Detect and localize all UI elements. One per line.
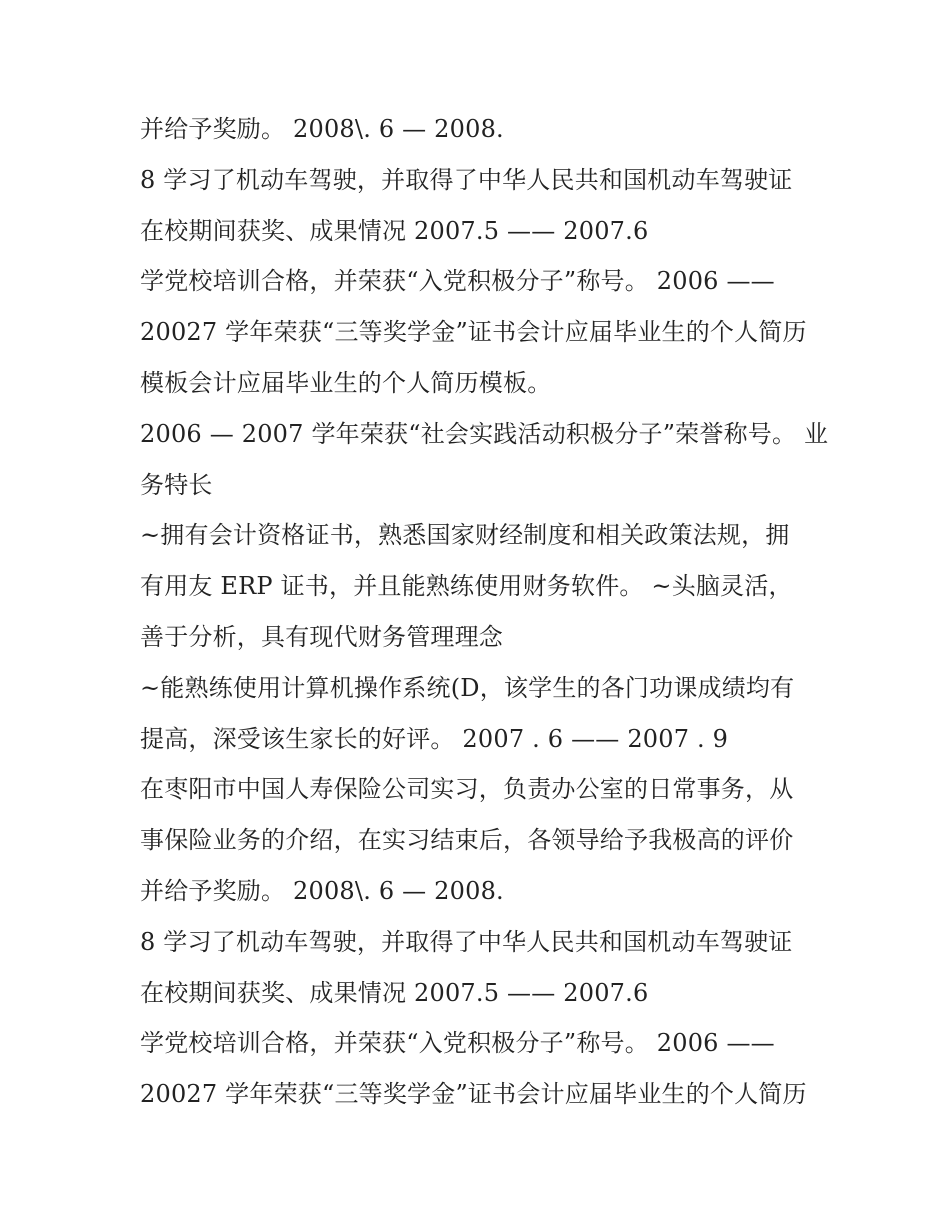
text-line: 提高，深受该生家长的好评。 2007 . 6 —— 2007 . 9: [140, 724, 729, 753]
text-line: 8 学习了机动车驾驶，并取得了中华人民共和国机动车驾驶证: [140, 165, 793, 194]
text-line: 学党校培训合格，并荣获“入党积极分子”称号。 2006 ——: [140, 267, 775, 296]
document-body: [140, 104, 830, 1120]
text-line: ~能熟练使用计算机操作系统(D，该学生的各门功课成绩均有: [140, 673, 795, 702]
text-line: 20027 学年荣获“三等奖学金”证书会计应届毕业生的个人简历: [140, 318, 807, 347]
text-line: 有用友 ERP 证书，并且能熟练使用财务软件。 ~头脑灵活，: [140, 572, 793, 601]
text-line: 学党校培训合格，并荣获“入党积极分子”称号。 2006 ——: [140, 1029, 775, 1058]
text-line: 务特长: [140, 470, 213, 499]
text-line: 事保险业务的介绍，在实习结束后，各领导给予我极高的评价: [140, 826, 794, 855]
text-line: 模板会计应届毕业生的个人简历模板。: [140, 368, 552, 397]
text-line: 8 学习了机动车驾驶，并取得了中华人民共和国机动车驾驶证: [140, 927, 793, 956]
text-line: 在枣阳市中国人寿保险公司实习，负责办公室的日常事务，从: [140, 775, 794, 804]
text-line: 并给予奖励。 2008\. 6 — 2008.: [140, 115, 504, 143]
text-line: 善于分析，具有现代财务管理理念: [140, 622, 503, 651]
text-line: 20027 学年荣获“三等奖学金”证书会计应届毕业生的个人简历: [140, 1080, 807, 1109]
text-line: 2006 — 2007 学年荣获“社会实践活动积极分子”荣誉称号。 业: [140, 419, 829, 448]
text-line: 并给予奖励。 2008\. 6 — 2008.: [140, 876, 504, 905]
text-line: ~拥有会计资格证书，熟悉国家财经制度和相关政策法规，拥: [140, 521, 790, 550]
text-line: 在校期间获奖、成果情况 2007.5 —— 2007.6: [140, 216, 649, 245]
text-line: 在校期间获奖、成果情况 2007.5 —— 2007.6: [140, 978, 649, 1007]
